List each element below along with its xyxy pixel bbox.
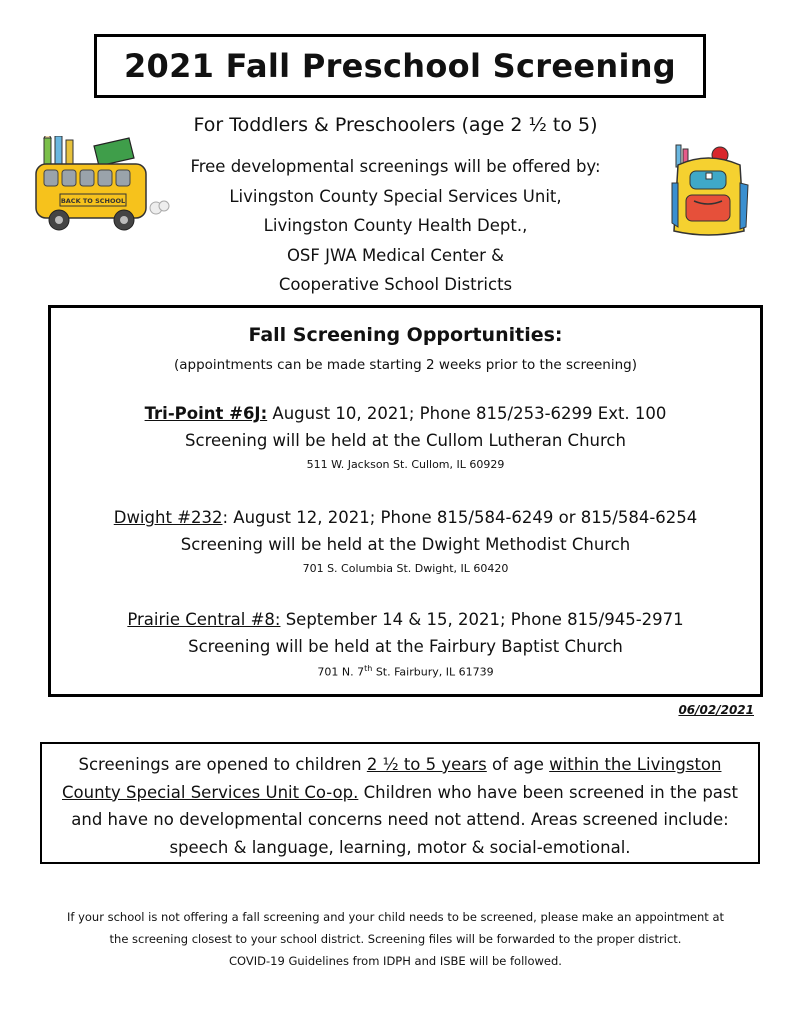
location-dwight	[51, 508, 760, 575]
region-text: County Special Services Unit Co-op.	[62, 782, 359, 802]
appointment-note: (appointments can be made starting 2 weeks prior to the screening)	[173, 357, 638, 373]
location-prairie-central	[51, 610, 760, 679]
location-address: 701 N. 7th St. Fairbury, IL 61739	[317, 664, 494, 679]
location-venue: Screening will be held at the Dwight Methodist Church	[180, 535, 631, 554]
location-tri-point	[51, 404, 760, 471]
page-title: 2021 Fall Preschool Screening	[94, 34, 706, 98]
location-address: 701 S. Columbia St. Dwight, IL 60420	[302, 562, 509, 575]
provider-item: Livingston County Health Dept.,	[263, 216, 528, 235]
location-details: : August 12, 2021; Phone 815/584-6249 or 815/584-6254	[222, 508, 698, 527]
provider-item: Livingston County Special Services Unit,	[229, 186, 562, 206]
location-details: September 14 & 15, 2021; Phone 815/945-2971	[280, 610, 684, 629]
location-name: Dwight #232	[113, 508, 223, 527]
location-venue: Screening will be held at the Cullom Lutheran Church	[185, 431, 626, 450]
location-details: August 10, 2021; Phone 815/253-6299 Ext. 100	[267, 404, 667, 423]
provider-item: OSF JWA Medical Center &	[286, 245, 505, 265]
providers-list	[150, 152, 641, 300]
screening-opportunities-box	[48, 305, 763, 697]
location-address: 511 W. Jackson St. Cullom, IL 60929	[306, 458, 505, 471]
location-venue: Screening will be held at the Fairbury Baptist Church	[188, 637, 623, 656]
bus-sign-text: BACK TO SCHOOL	[60, 197, 126, 205]
footer-note: If your school is not offering a fall screening and your child needs to be screened, please make an appointment at the screening closest to your school district. Screening files will be forwarded to the proper district. COVID-19 Guidelines from IDPH and ISBE will be followed.	[67, 910, 724, 968]
opportunities-heading: Fall Screening Opportunities:	[248, 324, 563, 346]
revision-date: 06/02/2021	[678, 703, 754, 717]
location-name: Tri-Point #6J:	[144, 404, 268, 423]
provider-item: Cooperative School Districts	[278, 275, 513, 294]
subtitle: For Toddlers & Preschoolers (age 2 ½ to 5)	[193, 114, 598, 136]
providers-intro: Free developmental screenings will be offered by:	[190, 157, 601, 176]
location-name: Prairie Central #8:	[127, 610, 281, 629]
backpack-icon	[668, 143, 750, 239]
age-range: 2 ½ to 5 years	[366, 755, 487, 774]
eligibility-box: Screenings are opened to children 2 ½ to 5 years of age within the Livingston County Special Services Unit Co-op. Children who have been screened in the past and have no developmental concerns need not attend. Areas screened include: speech & language, learning, motor & social-emotional.	[40, 742, 760, 864]
region-text: within the Livingston	[549, 755, 722, 774]
